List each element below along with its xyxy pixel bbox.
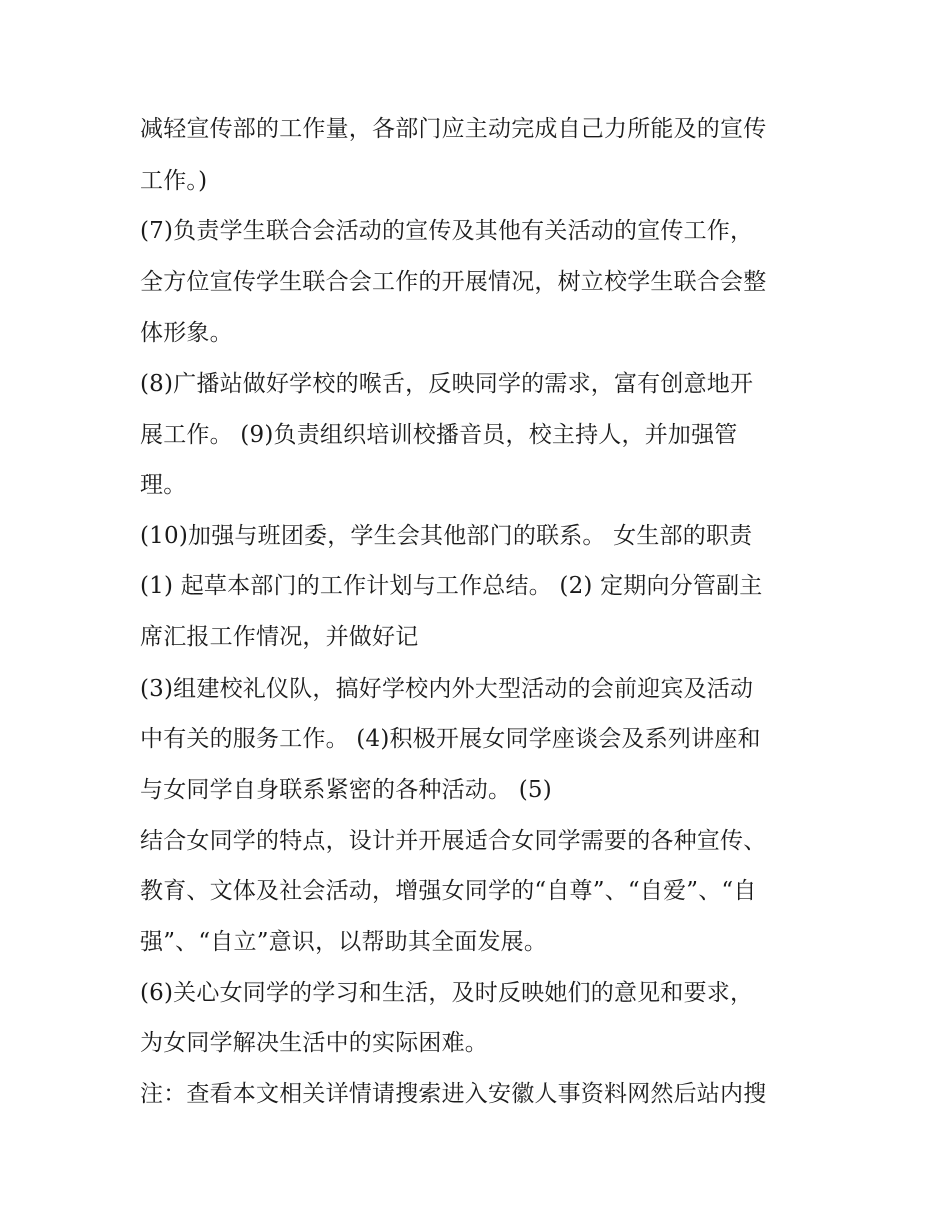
text-line: (7)负责学生联合会活动的宣传及其他有关活动的宣传工作， [140,218,754,244]
text-line: 体形象。 [140,320,233,346]
text-line: 为女同学解决生活中的实际困难。 [140,1030,488,1056]
text-line: (10)加强与班团委，学生会其他部门的联系。 女生部的职责 [140,523,753,549]
text-line: 注：查看本文相关详情请搜索进入安徽人事资料网然后站内搜 [140,1081,767,1107]
text-line: 理。 [140,472,187,498]
text-line: (8)广播站做好学校的喉舌，反映同学的需求，富有创意地开 [140,371,754,397]
text-line: (3)组建校礼仪队，搞好学校内外大型活动的会前迎宾及活动 [140,676,754,702]
text-line: (6)关心女同学的学习和生活，及时反映她们的意见和要求， [140,980,754,1006]
text-line: 全方位宣传学生联合会工作的开展情况，树立校学生联合会整 [140,269,767,295]
text-line: 与女同学自身联系紧密的各种活动。 (5) [140,777,552,803]
text-line: (1) 起草本部门的工作计划与工作总结。 (2) 定期向分管副主 [140,573,763,599]
text-line: 强”、“自立”意识，以帮助其全面发展。 [140,929,548,955]
text-line: 减轻宣传部的工作量，各部门应主动完成自己力所能及的宣传 [140,116,767,142]
text-line: 中有关的服务工作。 (4)积极开展女同学座谈会及系列讲座和 [140,726,761,752]
text-line: 展工作。 (9)负责组织培训校播音员，校主持人，并加强管 [140,422,738,448]
text-line: 工作。) [140,168,208,194]
text-line: 席汇报工作情况，并做好记 [140,624,419,650]
text-line: 结合女同学的特点，设计并开展适合女同学需要的各种宣传、 [140,828,767,854]
text-line: 教育、文体及社会活动，增强女同学的“自尊”、“自爱”、“自 [140,878,757,904]
